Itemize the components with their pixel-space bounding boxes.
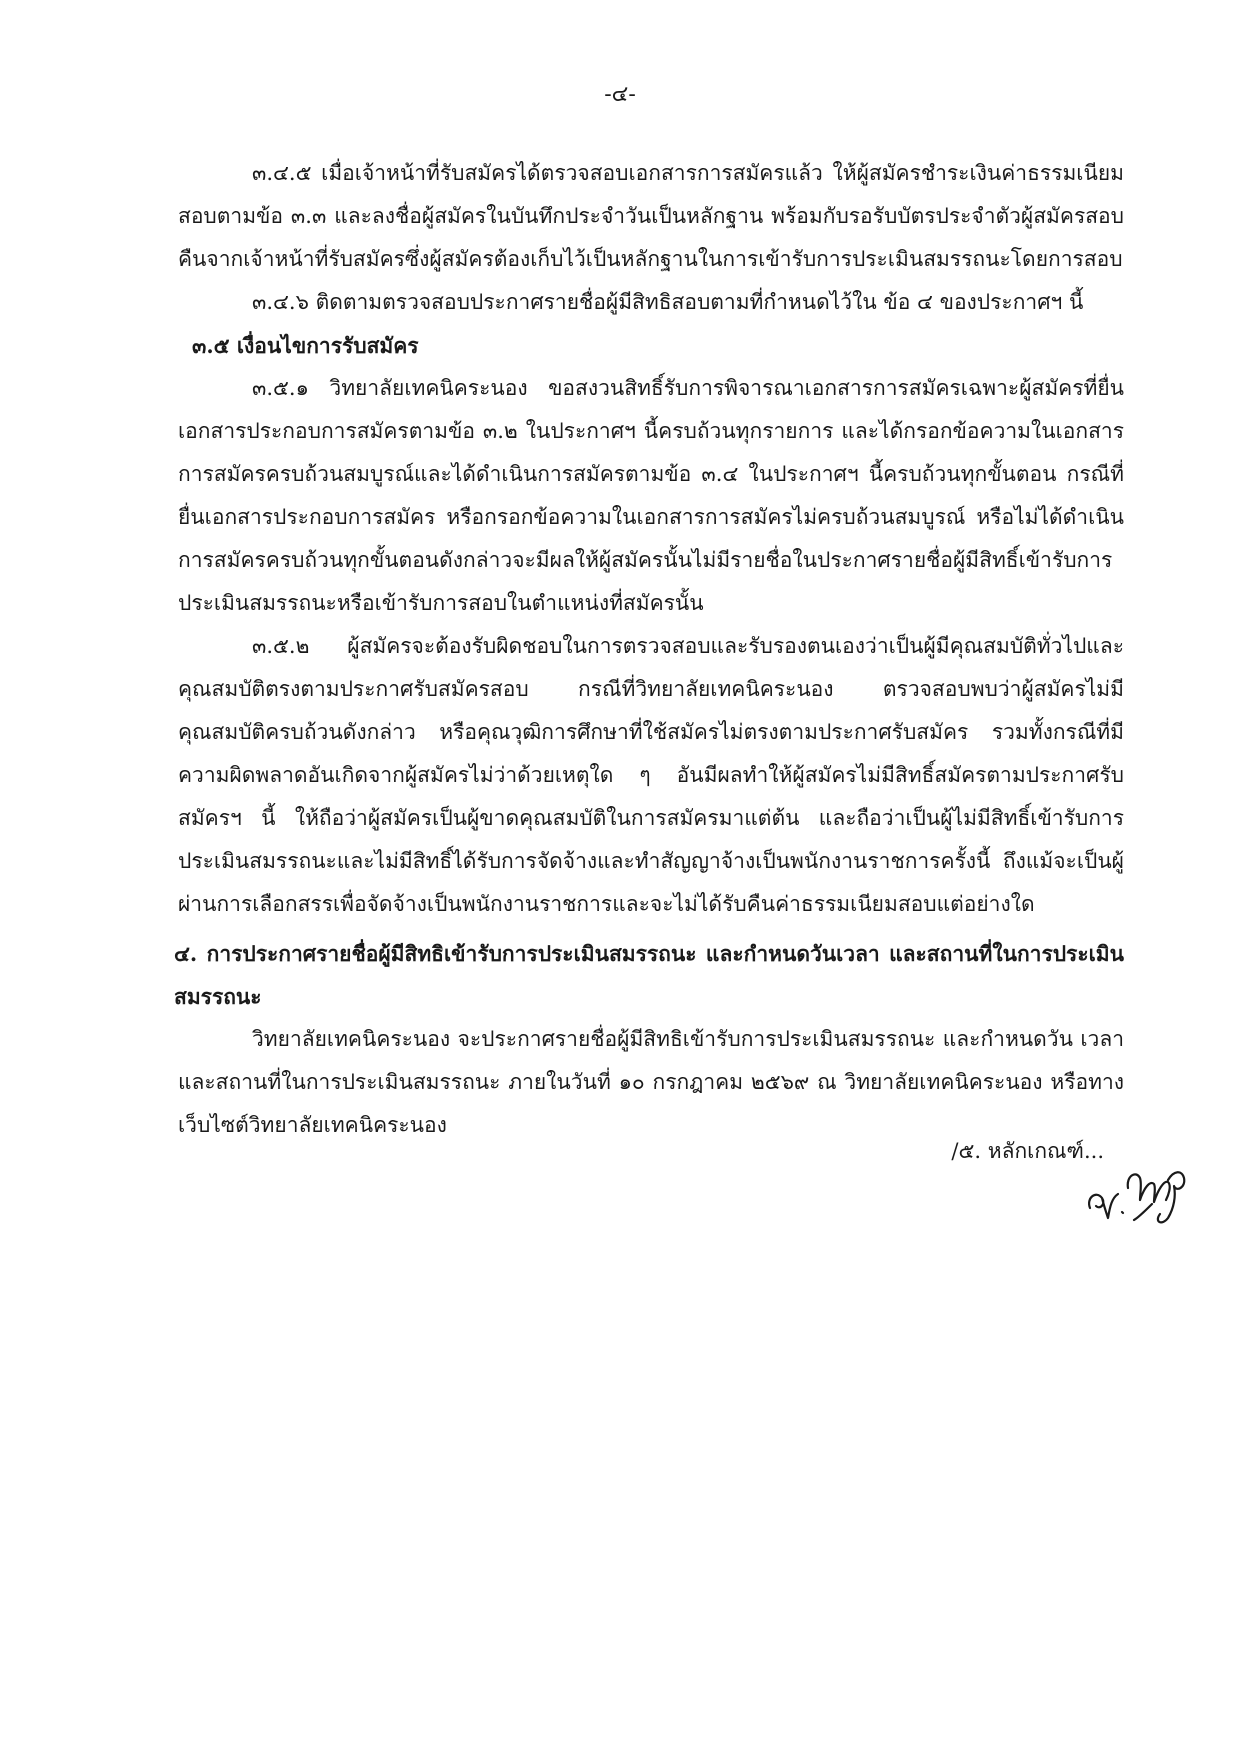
paragraph-3-5-2: ๓.๕.๒ ผู้สมัครจะต้องรับผิดชอบในการตรวจสอบและรับรองตนเองว่าเป็นผู้มีคุณสมบัติทั่วไปและคุณสมบัติตรงตามประกาศรับสมัครสอบ กรณีที่วิทยาลัยเทคนิคระนอง ตรวจสอบพบว่าผู้สมัครไม่มีคุณสมบัติครบถ้วนดังกล่าว หรือคุณวุฒิการศึกษาที่ใช้สมัครไม่ตรงตามประกาศรับสมัคร รวมทั้งกรณีที่มีความผิดพลาดอันเกิดจากผู้สมัครไม่ว่าด้วยเหตุใด ๆ อันมีผลทำให้ผู้สมัครไม่มีสิทธิ์สมัครตามประกาศรับสมัครฯ นี้ ให้ถือว่าผู้สมัครเป็นผู้ขาดคุณสมบัติในการสมัครมาแต่ต้น และถือว่าเป็นผู้ไม่มีสิทธิ์เข้ารับการประเมินสมรรถนะและไม่มีสิทธิ์ได้รับการจัดจ้างและทำสัญญาจ้างเป็นพนักงานราชการครั้งนี้ ถึงแม้จะเป็นผู้ผ่านการเลือกสรรเพื่อจัดจ้างเป็นพนักงานราชการและจะไม่ได้รับคืนค่าธรรมเนียมสอบแต่อย่างใด (178, 634, 1124, 916)
paragraph-3-4-6: ๓.๔.๖ ติดตามตรวจสอบประกาศรายชื่อผู้มีสิทธิสอบตามที่กำหนดไว้ใน ข้อ ๔ ของประกาศฯ นี้ (252, 290, 1084, 314)
paragraph-3-5-1: ๓.๕.๑ วิทยาลัยเทคนิคระนอง ขอสงวนสิทธิ์รับการพิจารณาเอกสารการสมัครเฉพาะผู้สมัครที่ยื่นเอกสารประกอบการสมัครตามข้อ ๓.๒ ในประกาศฯ นี้ครบถ้วนทุกรายการ และได้กรอกข้อความในเอกสารการสมัครครบถ้วนสมบูรณ์และได้ดำเนินการสมัครตามข้อ ๓.๔ ในประกาศฯ นี้ครบถ้วนทุกขั้นตอน กรณีที่ยื่นเอกสารประกอบการสมัคร หรือกรอกข้อความในเอกสารการสมัครไม่ครบถ้วนสมบูรณ์ หรือไม่ได้ดำเนินการสมัครครบถ้วนทุกขั้นตอนดังกล่าวจะมีผลให้ผู้สมัครนั้นไม่มีรายชื่อในประกาศรายชื่อผู้มีสิทธิ์เข้ารับการประเมินสมรรถนะหรือเข้ารับการสอบในตำแหน่งที่สมัครนั้น (178, 376, 1124, 615)
handwritten-signature (1082, 1148, 1194, 1230)
section-heading-3-5: ๓.๕ เงื่อนไขการรับสมัคร (192, 333, 419, 358)
page-number: -๔- (604, 82, 636, 107)
paragraph-3-4-5: ๓.๔.๕ เมื่อเจ้าหน้าที่รับสมัครได้ตรวจสอบเอกสารการสมัครแล้ว ให้ผู้สมัครชำระเงินค่าธรรมเนียมสอบตามข้อ ๓.๓ และลงชื่อผู้สมัครในบันทึกประจำวันเป็นหลักฐาน พร้อมกับรอรับบัตรประจำตัวผู้สมัครสอบคืนจากเจ้าหน้าที่รับสมัครซึ่งผู้สมัครต้องเก็บไว้เป็นหลักฐานในการเข้ารับการประเมินสมรรถนะโดยการสอบ (178, 161, 1124, 271)
section-heading-4: ๔. การประกาศรายชื่อผู้มีสิทธิเข้ารับการประเมินสมรรถนะ และกำหนดวันเวลา และสถานที่ในการประเมินสมรรถนะ (174, 941, 1124, 1009)
document-body (174, 152, 1124, 1147)
next-page-reference: /๕. หลักเกณฑ์... (951, 1139, 1104, 1163)
paragraph-4: วิทยาลัยเทคนิคระนอง จะประกาศรายชื่อผู้มีสิทธิเข้ารับการประเมินสมรรถนะ และกำหนดวัน เวลาและสถานที่ในการประเมินสมรรถนะ ภายในวันที่ ๑๐ กรกฎาคม ๒๕๖๙ ณ วิทยาลัยเทคนิคระนอง หรือทางเว็บไซต์วิทยาลัยเทคนิคระนอง (178, 1027, 1124, 1137)
